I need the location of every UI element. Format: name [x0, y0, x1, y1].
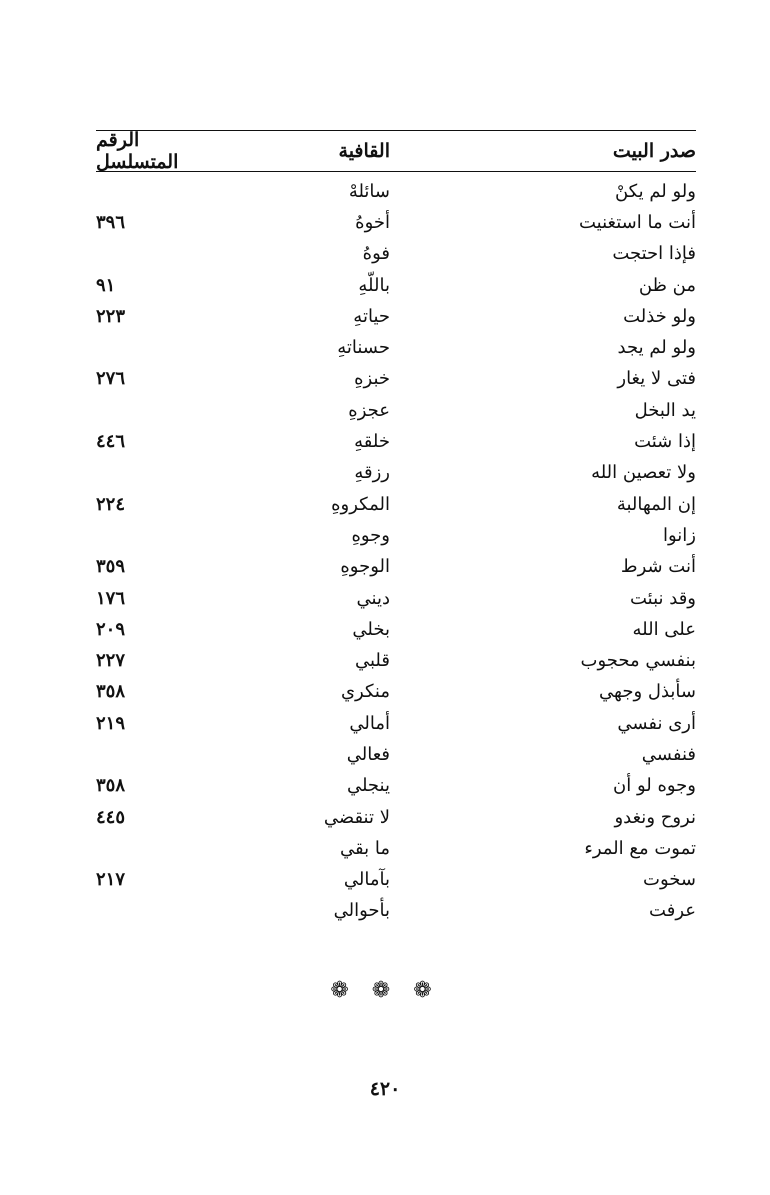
- verse-cell: ولو خذلت: [623, 305, 696, 327]
- rhyme-cell: أخوهُ: [355, 211, 390, 233]
- verse-cell: وقد نبئت: [629, 587, 696, 609]
- table-row: [96, 458, 696, 489]
- rhyme-cell: ينجلي: [346, 775, 390, 797]
- rhyme-cell: قلبي: [355, 650, 390, 672]
- header-verse: صدر البيت: [612, 140, 696, 162]
- number-cell: ٢٠٩: [96, 618, 126, 640]
- verse-cell: أنت ما استغنيت: [579, 211, 696, 233]
- table-row: [96, 739, 696, 770]
- verse-cell: أرى نفسي: [617, 712, 696, 734]
- table-row: [96, 677, 696, 708]
- rhyme-cell: رزقهِ: [354, 462, 390, 484]
- table-row: [96, 332, 696, 363]
- verse-cell: تموت مع المرء: [584, 837, 696, 859]
- rhyme-cell: بخلي: [352, 618, 390, 640]
- number-cell: ٢٧٦: [96, 368, 126, 390]
- rhyme-cell: الوجوهِ: [340, 556, 390, 578]
- rhyme-cell: منكري: [340, 681, 390, 703]
- rhyme-cell: ما بقي: [340, 837, 390, 859]
- table-row: [96, 301, 696, 332]
- verse-cell: عرفت: [649, 900, 696, 922]
- number-cell: ٩١: [96, 274, 116, 296]
- rhyme-cell: سائلهْ: [348, 180, 390, 202]
- rhyme-cell: بآمالي: [343, 869, 390, 891]
- table-row: [96, 395, 696, 426]
- table-body: [96, 176, 696, 927]
- rhyme-cell: وجوهِ: [351, 524, 390, 546]
- table-row: [96, 865, 696, 896]
- number-cell: ٢٢٤: [96, 493, 126, 515]
- verse-cell: إذا شئت: [634, 431, 696, 453]
- rhyme-cell: فوهُ: [362, 243, 390, 265]
- number-cell: ٢٢٧: [96, 650, 126, 672]
- number-cell: ٢١٩: [96, 712, 126, 734]
- rhyme-cell: حسناتهِ: [337, 337, 390, 359]
- table-row: [96, 207, 696, 238]
- table-row: [96, 270, 696, 301]
- table-row: [96, 176, 696, 207]
- rhyme-cell: فعالي: [346, 743, 390, 765]
- table-row: [96, 239, 696, 270]
- rhyme-cell: حياتهِ: [353, 305, 390, 327]
- table-row: [96, 614, 696, 645]
- table-row: [96, 364, 696, 395]
- verse-cell: ولا تعصين الله: [591, 462, 696, 484]
- table-row: [96, 552, 696, 583]
- table-row: [96, 708, 696, 739]
- verse-cell: ولو لم يكنْ: [614, 180, 696, 202]
- ornament-divider: ❁ ❁ ❁: [330, 978, 440, 1003]
- number-cell: ٣٥٩: [96, 556, 126, 578]
- verse-cell: نروح ونغدو: [614, 806, 696, 828]
- rhyme-cell: باللّهِ: [358, 274, 390, 296]
- rhyme-cell: بأحوالي: [333, 900, 390, 922]
- table-row: [96, 489, 696, 520]
- number-cell: ٣٥٨: [96, 681, 126, 703]
- table-row: [96, 771, 696, 802]
- verse-cell: من ظن: [638, 274, 696, 296]
- rhyme-cell: ديني: [356, 587, 390, 609]
- table-row: [96, 520, 696, 551]
- number-cell: ٣٥٨: [96, 775, 126, 797]
- number-cell: ٢١٧: [96, 869, 126, 891]
- verse-cell: بنفسي محجوب: [580, 650, 696, 672]
- rhyme-cell: المكروهِ: [331, 493, 390, 515]
- verse-cell: أنت شرط: [620, 556, 696, 578]
- verse-cell: فنفسي: [641, 743, 696, 765]
- verse-cell: وجوه لو أن: [613, 775, 696, 797]
- number-cell: ٣٩٦: [96, 211, 126, 233]
- table-row: [96, 426, 696, 457]
- verse-cell: على الله: [632, 618, 696, 640]
- header-rhyme: القافية: [338, 140, 390, 162]
- verse-cell: يد البخل: [634, 399, 696, 421]
- verse-cell: سأبذل وجهي: [599, 681, 696, 703]
- verse-cell: زانوا: [662, 524, 696, 546]
- page-number: ٤٢٠: [369, 1078, 401, 1100]
- number-cell: ٤٤٦: [96, 431, 126, 453]
- number-cell: ٤٤٥: [96, 806, 126, 828]
- verse-cell: سخوت: [643, 869, 696, 891]
- rhyme-cell: لا تنقضي: [323, 806, 390, 828]
- table-row: [96, 833, 696, 864]
- header-number: الرقم المتسلسل: [96, 129, 179, 173]
- verse-cell: إن المهالبة: [616, 493, 696, 515]
- table-row: [96, 896, 696, 927]
- number-cell: ٢٢٣: [96, 305, 126, 327]
- number-cell: ١٧٦: [96, 587, 126, 609]
- rhyme-cell: أمالي: [349, 712, 390, 734]
- rhyme-cell: عجزهِ: [348, 399, 390, 421]
- verse-cell: فتى لا يغار: [617, 368, 696, 390]
- table-row: [96, 583, 696, 614]
- rhyme-cell: خلقهِ: [354, 431, 390, 453]
- rhyme-cell: خبزهِ: [354, 368, 390, 390]
- table-row: [96, 645, 696, 676]
- table-header-row: [96, 131, 696, 171]
- verse-cell: ولو لم يجد: [617, 337, 696, 359]
- table-row: [96, 802, 696, 833]
- rhyme-index-table: [96, 130, 696, 927]
- verse-cell: فإذا احتجت: [612, 243, 696, 265]
